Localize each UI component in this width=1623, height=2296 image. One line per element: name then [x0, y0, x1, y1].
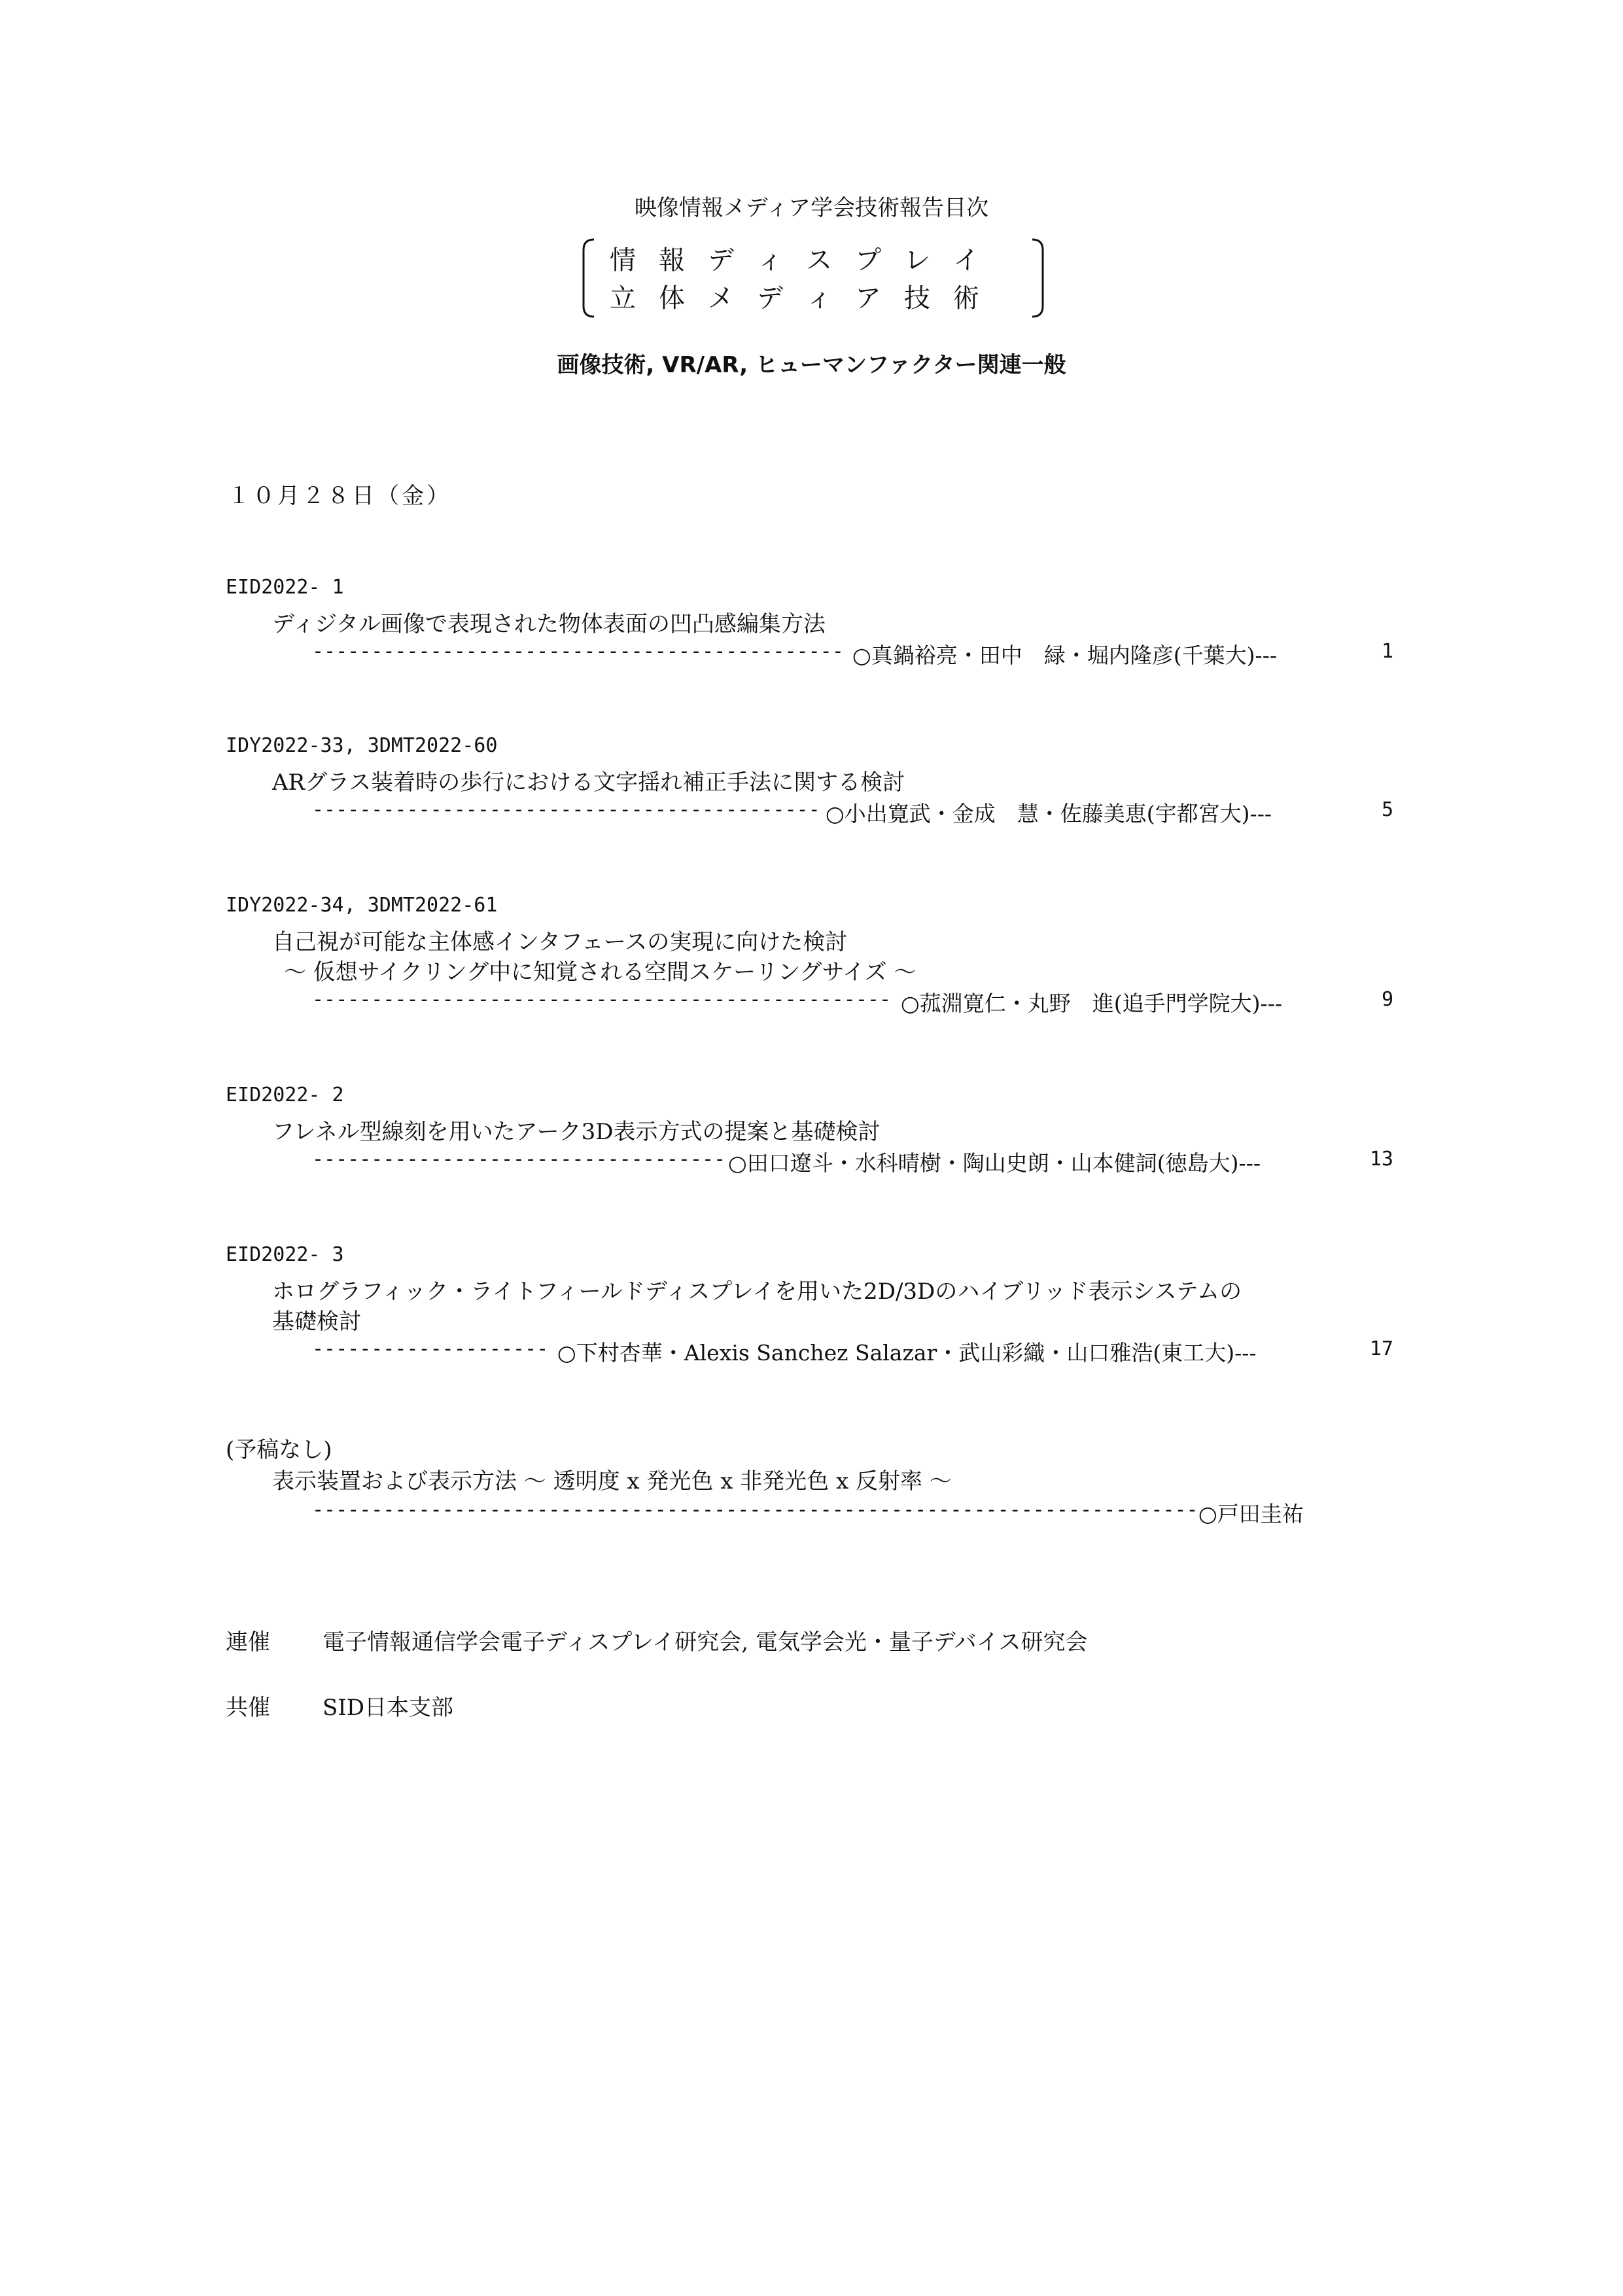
entry-id: IDY2022-34, 3DMT2022-61 — [226, 894, 498, 917]
entry-id: (予稿なし) — [226, 1437, 332, 1463]
cohost-text: SID日本支部 — [323, 1695, 453, 1721]
entry-page: 5 — [1381, 798, 1393, 821]
entry-authors: ○戸田圭祐 — [1198, 1501, 1304, 1527]
committee-bracket — [580, 237, 1047, 319]
entry-page: 13 — [1369, 1148, 1393, 1171]
entry-leader-dashes: ------------------------------------------- — [312, 798, 820, 821]
report-title: 映像情報メディア学会技術報告目次 — [634, 195, 989, 221]
entry-authors: ○菰淵寛仁・丸野 進(追手門学院大)--- — [901, 991, 1282, 1016]
entry-title: ホログラフィック・ライトフィールドディスプレイを用いた2D/3Dのハイブリッド表示システムの — [272, 1279, 1242, 1305]
committee-char: 技 — [904, 283, 930, 313]
entry-page: 1 — [1381, 640, 1393, 663]
entry-page: 17 — [1369, 1337, 1393, 1360]
entry-title: フレネル型線刻を用いたアーク3D表示方式の提案と基礎検討 — [272, 1119, 881, 1145]
committee-char: 情 — [610, 245, 636, 275]
committee-char: 体 — [659, 283, 685, 313]
subject-heading: 画像技術, VR/AR, ヒューマンファクター関連一般 — [557, 352, 1066, 378]
entry-id: IDY2022-33, 3DMT2022-60 — [226, 734, 498, 757]
committee-char: ィ — [806, 283, 832, 313]
entry-subtitle: ～ 仮想サイクリング中に知覚される空間スケーリングサイズ ～ — [284, 959, 916, 985]
committee-char: プ — [855, 245, 881, 275]
entry-title: ARグラス装着時の歩行における文字揺れ補正手法に関する検討 — [272, 769, 905, 796]
entry-id: EID2022- 1 — [226, 576, 344, 599]
committee-line-1 — [610, 239, 1002, 277]
entry-leader-dashes: ------------------------------------------------- — [312, 988, 892, 1011]
entry-id: EID2022- 2 — [226, 1084, 344, 1106]
committee-char: デ — [757, 283, 783, 313]
entry-id: EID2022- 3 — [226, 1243, 344, 1266]
committee-char: デ — [708, 245, 734, 275]
committee-char: 立 — [610, 283, 636, 313]
cosponsor-label: 連催 — [226, 1629, 270, 1655]
session-date: １０月２８日（金） — [228, 483, 451, 509]
committee-char: ア — [855, 283, 881, 313]
entry-leader-dashes: --------------------------------------------------------------------------- — [312, 1498, 1198, 1521]
committee-char: メ — [708, 283, 734, 313]
entry-authors: ○下村杏華・Alexis Sanchez Salazar・武山彩織・山口雅浩(東工大)--- — [557, 1340, 1257, 1366]
committee-char: ス — [806, 245, 832, 275]
committee-char: ィ — [757, 245, 783, 275]
entry-leader-dashes: ----------------------------------- — [312, 1148, 726, 1171]
entry-title-continued: 基礎検討 — [272, 1309, 361, 1335]
entry-authors: ○小出寛武・金成 慧・佐藤美恵(宇都宮大)--- — [826, 801, 1272, 826]
committee-char: 術 — [953, 283, 979, 313]
entry-title: 表示装置および表示方法 ～ 透明度 x 発光色 x 非発光色 x 反射率 ～ — [272, 1468, 952, 1494]
entry-page: 9 — [1381, 988, 1393, 1011]
entry-title: ディジタル画像で表現された物体表面の凹凸感編集方法 — [272, 611, 826, 637]
committee-char: レ — [904, 245, 930, 275]
entry-authors: ○田口遼斗・水科晴樹・陶山史朗・山本健詞(徳島大)--- — [728, 1150, 1261, 1176]
committee-char: 報 — [659, 245, 685, 275]
cohost-label: 共催 — [226, 1695, 270, 1721]
committee-char: イ — [953, 245, 979, 275]
entry-leader-dashes: --------------------------------------------- — [312, 640, 844, 663]
entry-authors: ○真鍋裕亮・田中 緑・堀内隆彦(千葉大)--- — [852, 643, 1277, 668]
entry-title: 自己視が可能な主体感インタフェースの実現に向けた検討 — [272, 929, 848, 955]
committee-line-2 — [610, 277, 1002, 315]
cosponsor-text: 電子情報通信学会電子ディスプレイ研究会, 電気学会光・量子デバイス研究会 — [323, 1629, 1088, 1655]
entry-leader-dashes: -------------------- — [312, 1337, 549, 1360]
